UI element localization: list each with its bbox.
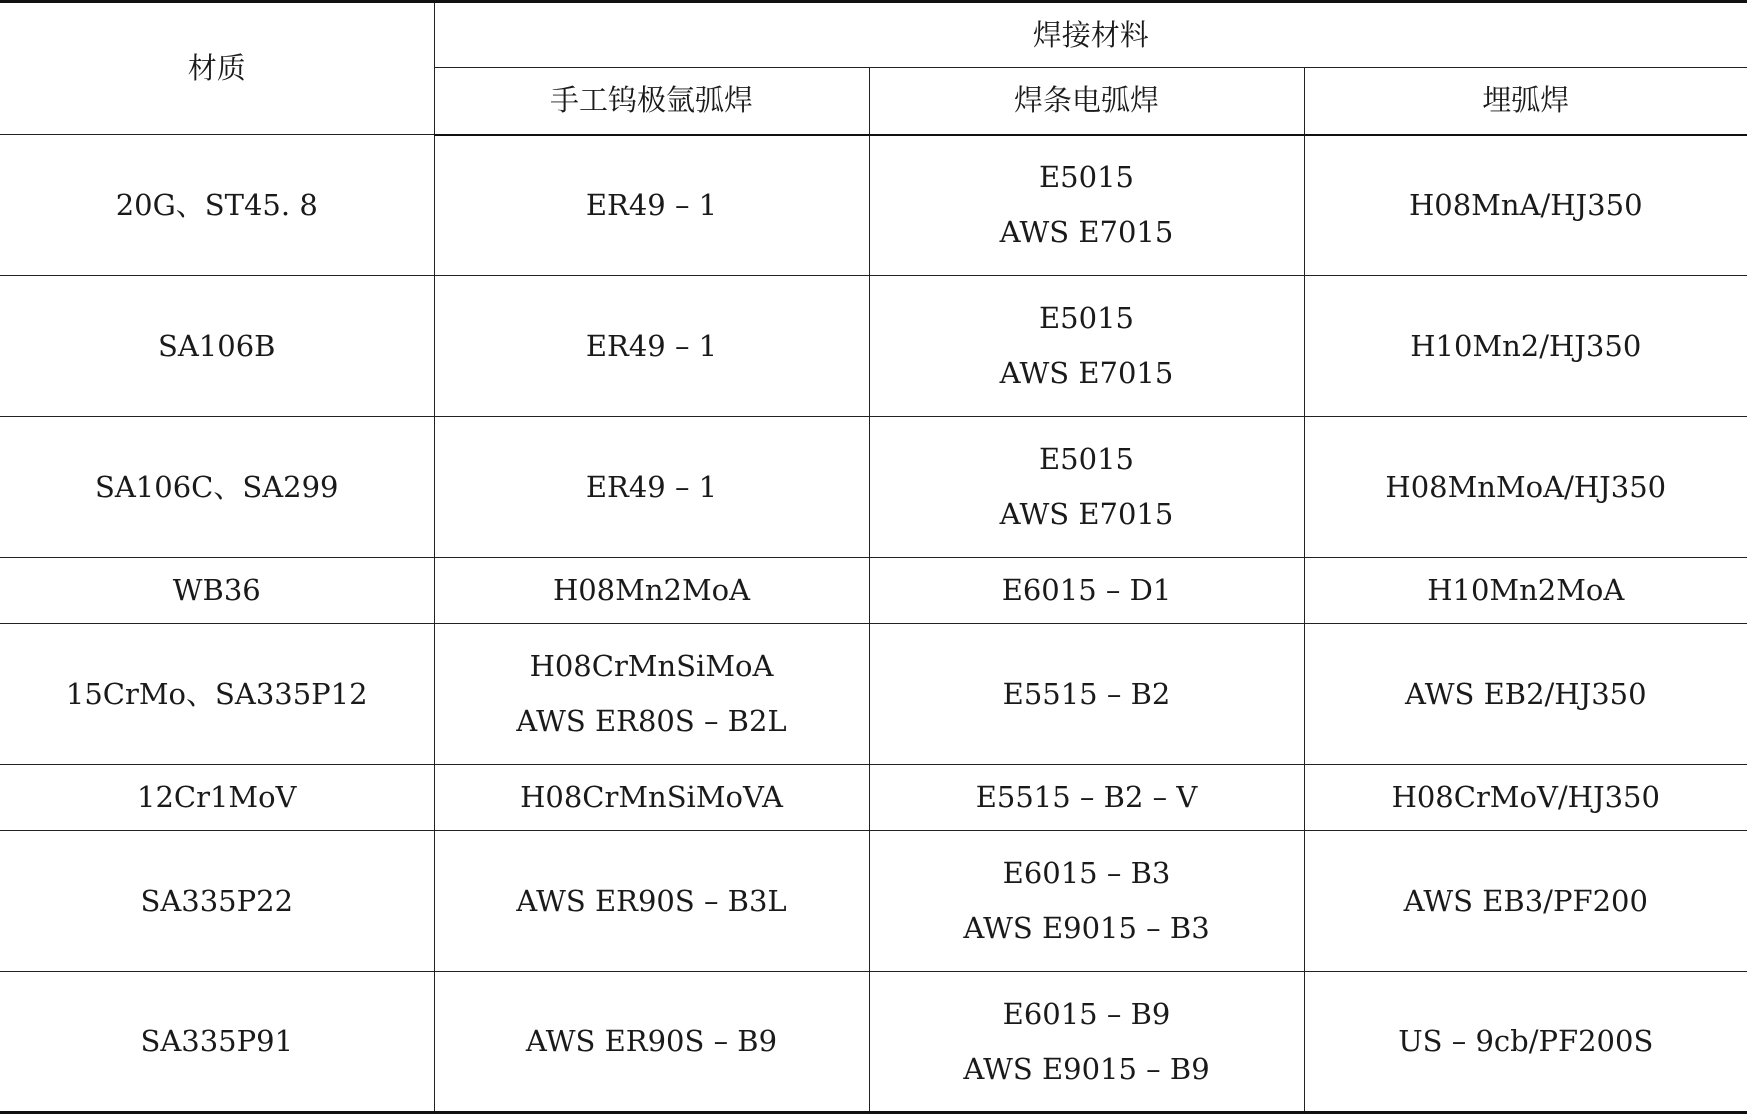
cell-line: E6015 – B3 [1002,856,1171,890]
cell-saw [1304,624,1747,765]
cell-smaw [869,558,1304,624]
cell-line: AWS EB3/PF200 [1403,883,1648,918]
table-row [0,417,1747,558]
header-welding-materials: 焊接材料 [434,2,1747,68]
cell-line: AWS E7015 [999,215,1174,250]
cell-line: ER49 – 1 [585,328,718,363]
table-row [0,558,1747,624]
cell-line: E5015 [1039,160,1134,195]
cell-tig [434,135,869,276]
cell-material: 12Cr1MoV [0,765,434,831]
cell-line: AWS ER90S – B9 [525,1024,778,1058]
cell-line: AWS E9015 – B9 [963,1051,1210,1086]
cell-line: AWS E7015 [999,356,1174,390]
cell-smaw [869,831,1304,972]
cell-saw [1304,276,1747,417]
cell-material: WB36 [0,558,434,624]
cell-line: H08Mn2MoA [552,573,751,607]
cell-saw [1304,558,1747,624]
cell-tig [434,276,869,417]
cell-material: SA335P91 [0,972,434,1113]
cell-line: E6015 – B9 [1002,996,1171,1031]
table-row [0,624,1747,765]
cell-line: E5015 [1039,301,1134,335]
cell-line: AWS ER80S – B2L [516,704,787,738]
cell-line: H10Mn2MoA [1427,573,1625,607]
cell-line: US – 9cb/PF200S [1398,1024,1654,1058]
cell-line: AWS E7015 [999,497,1174,531]
cell-material: SA106B [0,276,434,417]
cell-material: SA106C、SA299 [0,417,434,558]
cell-smaw [869,624,1304,765]
cell-line: ER49 – 1 [585,187,718,222]
cell-line: E6015 – D1 [1001,573,1172,607]
cell-line: ER49 – 1 [585,469,718,504]
table-row [0,135,1747,276]
cell-line: H10Mn2/HJ350 [1410,328,1642,363]
cell-line: E5015 [1039,442,1134,476]
header-smaw: 焊条电弧焊 [869,68,1304,135]
cell-tig [434,972,869,1113]
cell-saw [1304,135,1747,276]
table-row [0,765,1747,831]
cell-saw [1304,417,1747,558]
cell-line: E5515 – B2 – V [975,780,1198,814]
table-row [0,831,1747,972]
cell-saw [1304,831,1747,972]
cell-line: E5515 – B2 [1002,676,1171,711]
cell-tig [434,558,869,624]
cell-line: AWS E9015 – B3 [963,911,1210,945]
cell-smaw [869,417,1304,558]
cell-tig [434,765,869,831]
cell-tig [434,417,869,558]
cell-tig [434,831,869,972]
cell-line: H08CrMoV/HJ350 [1391,780,1660,814]
cell-saw [1304,765,1747,831]
cell-line: H08MnA/HJ350 [1408,187,1643,222]
cell-line: H08MnMoA/HJ350 [1385,469,1667,504]
cell-smaw [869,765,1304,831]
header-material: 材质 [0,2,434,135]
table-header [0,2,1747,135]
table-row [0,276,1747,417]
cell-material: SA335P22 [0,831,434,972]
cell-line: H08CrMnSiMoA [529,649,774,683]
cell-line: AWS EB2/HJ350 [1404,676,1647,711]
header-saw: 埋弧焊 [1304,68,1747,135]
cell-line: AWS ER90S – B3L [516,883,787,918]
cell-smaw [869,135,1304,276]
cell-saw [1304,972,1747,1113]
table-row [0,972,1747,1113]
cell-material: 20G、ST45. 8 [0,135,434,276]
header-tig: 手工钨极氩弧焊 [434,68,869,135]
cell-smaw [869,972,1304,1113]
cell-material: 15CrMo、SA335P12 [0,624,434,765]
cell-tig [434,624,869,765]
cell-smaw [869,276,1304,417]
cell-line: H08CrMnSiMoVA [520,780,783,814]
